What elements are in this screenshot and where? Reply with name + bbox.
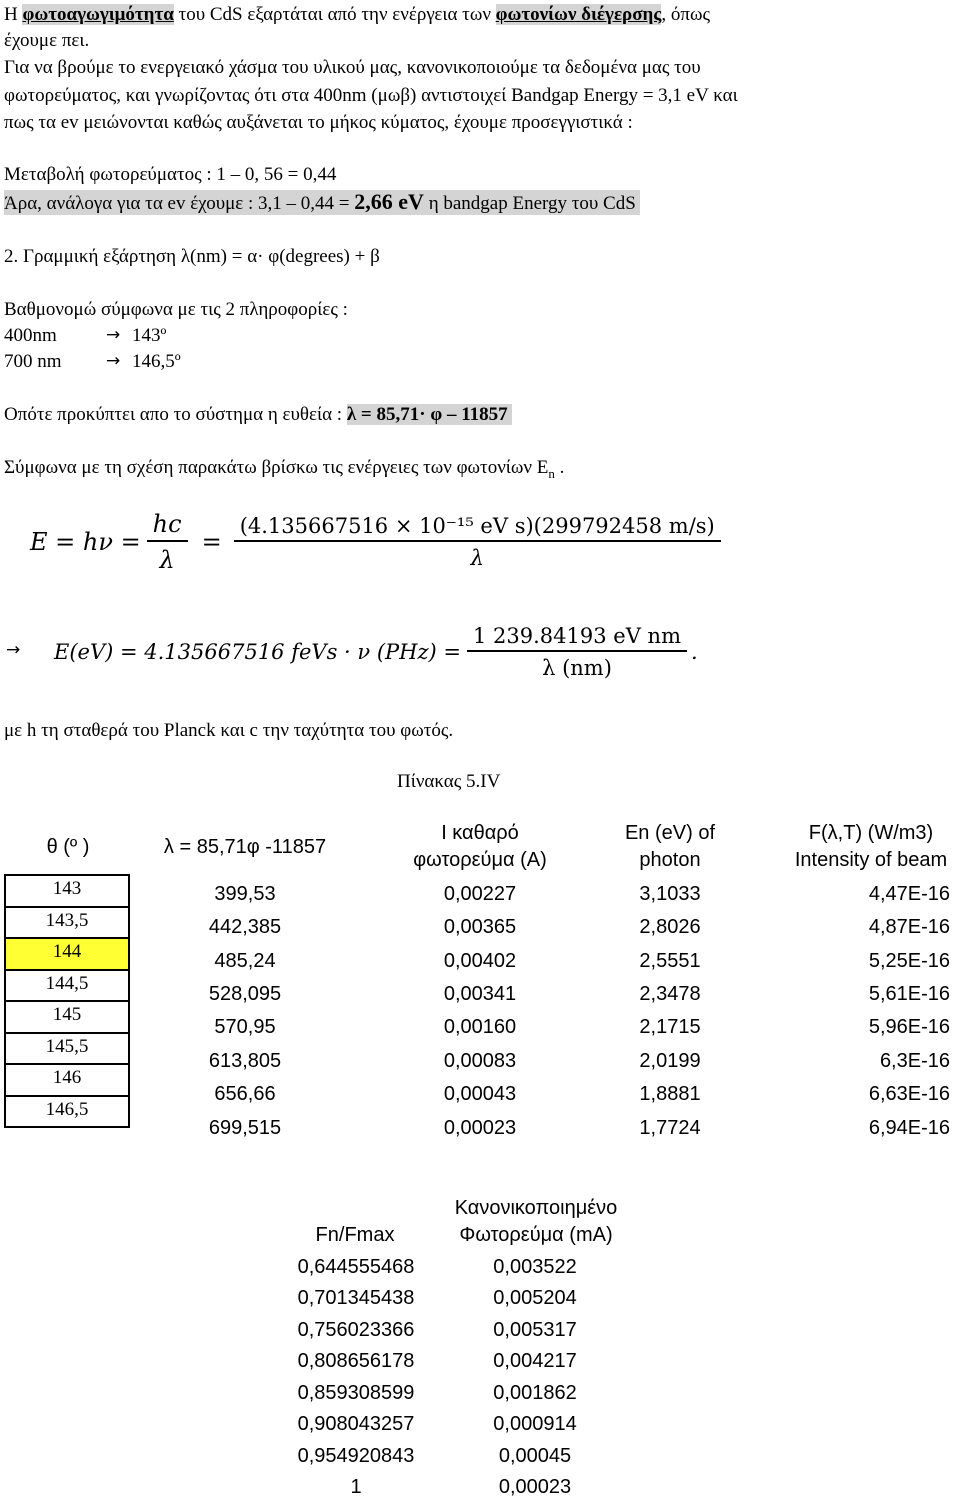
photon-energy-subscript: n — [548, 465, 555, 481]
calibration-point-2-label: 700 nm — [4, 351, 62, 372]
table-row — [5, 1064, 129, 1096]
formula-ev-lhs: E(eV) = 4.135667516 feVs · ν (PHz) = — [54, 640, 461, 664]
theta-cell: 145,5 — [5, 1033, 129, 1065]
right-arrow-icon: → — [106, 351, 121, 371]
current-cell: 0,00402 — [443, 950, 517, 972]
intro-line-1-middle: του CdS εξαρτάται από την ενέργεια των — [173, 4, 496, 25]
intensity-cell: 6,3E-16 — [879, 1050, 950, 1072]
column-header-intensity — [782, 820, 960, 874]
intro-line-5: πως τα ev μειώνονται καθώς αυξάνεται το μήκος κύματος, έχουμε προσεγγιστικά : — [4, 112, 633, 133]
theta-grid — [4, 874, 130, 1128]
calibration-point-1-value: 143º — [132, 325, 167, 346]
formula-lhs: E = hν = — [30, 528, 141, 556]
section-2-title: 2. Γραμμική εξάρτηση λ(nm) = α· φ(degrees) + β — [4, 246, 380, 267]
normalized-cell: 0,00023 — [498, 1476, 572, 1498]
linear-fit-equation: λ = 85,71· φ – 11857 — [347, 404, 512, 425]
formula-denominator: λ — [159, 546, 175, 574]
intensity-cell: 5,96E-16 — [868, 1016, 950, 1038]
ratio-cell: 0,756023366 — [297, 1319, 415, 1341]
right-arrow-icon: → — [106, 325, 121, 345]
intensity-cell: 4,47E-16 — [868, 883, 950, 905]
intensity-cell: 6,94E-16 — [868, 1117, 950, 1139]
linear-fit-line — [4, 403, 512, 426]
energy-cell: 2,1715 — [639, 1016, 701, 1038]
current-cell: 0,00083 — [443, 1050, 517, 1072]
lambda-cell: 699,515 — [208, 1117, 282, 1139]
energy-cell: 2,3478 — [639, 983, 701, 1005]
calibration-point-1-label: 400nm — [4, 325, 57, 346]
intro-line-1-start: Η — [4, 4, 23, 25]
bandgap-value: 2,66 eV — [354, 189, 424, 214]
calibration-point-2 — [4, 350, 181, 373]
formula-ev-denominator: λ (nm) — [542, 656, 612, 680]
theta-cell: 146,5 — [5, 1096, 129, 1128]
normalized-cell: 0,003522 — [493, 1256, 577, 1278]
normalized-cell: 0,001862 — [493, 1382, 577, 1404]
ratio-cell: 0,701345438 — [297, 1287, 415, 1309]
intro-line-2: έχουμε πει. — [4, 30, 90, 51]
table-caption: Πίνακας 5.IV — [397, 771, 501, 792]
column-header-energy-line-1: En (eV) of — [624, 822, 716, 844]
formula-constants-numerator: (4.135667516 × 10⁻¹⁵ eV s)(299792458 m/s) — [234, 514, 721, 542]
energy-cell: 2,8026 — [639, 916, 701, 938]
theta-cell: 143,5 — [5, 907, 129, 939]
current-cell: 0,00227 — [443, 883, 517, 905]
column-header-normalized — [420, 1195, 652, 1249]
right-arrow-icon: → — [6, 640, 21, 660]
intensity-cell: 6,63E-16 — [868, 1083, 950, 1105]
column-header-current-line-1: I καθαρό — [441, 822, 519, 844]
photon-energy-ev-formula — [54, 624, 698, 680]
intro-line-1-end: , όπως — [661, 4, 710, 25]
linear-fit-text: Οπότε προκύπτει απο το σύστημα η ευθεία : — [4, 404, 347, 425]
column-header-ratio: Fn/Fmax — [315, 1224, 395, 1246]
planck-note: με h τη σταθερά του Planck και c την ταχύτητα του φωτός. — [4, 720, 454, 741]
normalized-cell: 0,000914 — [493, 1413, 577, 1435]
photon-energy-intro — [4, 456, 564, 485]
intro-line-3: Για να βρούμε το ενεργειακό χάσμα του υλικού μας, κανονικοποιούμε τα δεδομένα μας του — [4, 57, 701, 78]
normalized-cell: 0,005204 — [493, 1287, 577, 1309]
table-row — [5, 970, 129, 1002]
calibration-point-2-value: 146,5º — [132, 351, 181, 372]
lambda-cell: 570,95 — [214, 1016, 276, 1038]
current-cell: 0,00023 — [443, 1117, 517, 1139]
formula-constants-denominator: λ — [470, 546, 484, 570]
column-header-lambda: λ = 85,71φ -11857 — [163, 836, 327, 858]
formula-fraction-hc — [147, 510, 188, 574]
theta-cell-highlighted: 144 — [5, 938, 129, 970]
current-cell: 0,00160 — [443, 1016, 517, 1038]
photocurrent-change: Μεταβολή φωτορεύματος : 1 – 0, 56 = 0,44 — [4, 164, 337, 185]
table-row — [5, 875, 129, 907]
formula-ev-fraction — [467, 624, 687, 680]
term-excitation-photons: φωτονίων διέγερσης — [495, 4, 662, 25]
normalized-cell: 0,005317 — [493, 1319, 577, 1341]
table-row — [5, 1001, 129, 1033]
table-row — [5, 938, 129, 970]
intensity-cell: 5,25E-16 — [868, 950, 950, 972]
ratio-cell: 1 — [350, 1476, 362, 1498]
photon-energy-end: . — [554, 457, 565, 478]
current-cell: 0,00365 — [443, 916, 517, 938]
lambda-cell: 656,66 — [214, 1083, 276, 1105]
current-cell: 0,00043 — [443, 1083, 517, 1105]
ratio-cell: 0,859308599 — [297, 1382, 415, 1404]
intro-line-4: φωτορεύματος, και γνωρίζοντας ότι στα 400nm (μωβ) αντιστοιχεί Bandgap Energy = 3,1 eV και — [4, 85, 738, 106]
ratio-cell: 0,644555468 — [297, 1256, 415, 1278]
ratio-cell: 0,808656178 — [297, 1350, 415, 1372]
column-header-theta: θ (º ) — [46, 836, 90, 858]
table-row — [5, 907, 129, 939]
column-header-intensity-line-1: F(λ,T) (W/m3) — [808, 822, 934, 844]
lambda-cell: 485,24 — [214, 950, 276, 972]
intensity-cell: 4,87E-16 — [868, 916, 950, 938]
column-header-intensity-line-2: Intensity of beam — [794, 849, 948, 871]
energy-cell: 2,5551 — [639, 950, 701, 972]
theta-cell: 144,5 — [5, 970, 129, 1002]
column-header-energy — [590, 820, 750, 874]
intro-line-1 — [4, 3, 710, 26]
energy-cell: 2,0199 — [639, 1050, 701, 1072]
bandgap-result-text: Άρα, ανάλογα για τα ev έχουμε : 3,1 – 0,44 = — [4, 193, 355, 214]
column-header-normalized-line-2: Φωτορεύμα (mA) — [459, 1224, 613, 1246]
formula-ev-period: . — [690, 640, 698, 664]
energy-cell: 1,7724 — [639, 1117, 701, 1139]
term-photoconductivity: φωτοαγωγιμότητα — [22, 4, 174, 25]
formula-numerator: hc — [147, 510, 188, 542]
lambda-cell: 613,805 — [208, 1050, 282, 1072]
photon-energy-formula — [30, 510, 721, 574]
calibration-point-1 — [4, 324, 167, 347]
ratio-cell: 0,908043257 — [297, 1413, 415, 1435]
calibration-intro: Βαθμονομώ σύμφωνα με τις 2 πληροφορίες : — [4, 299, 348, 320]
intensity-cell: 5,61E-16 — [868, 983, 950, 1005]
bandgap-result — [4, 190, 640, 215]
photon-energy-text: Σύμφωνα με τη σχέση παρακάτω βρίσκω τις ενέργειες των φωτονίων E — [4, 457, 549, 478]
current-cell: 0,00341 — [443, 983, 517, 1005]
column-header-current-line-2: φωτορεύμα (A) — [413, 849, 547, 871]
column-header-energy-line-2: photon — [639, 849, 701, 871]
theta-cell: 143 — [5, 875, 129, 907]
ratio-cell: 0,954920843 — [297, 1445, 415, 1467]
column-header-normalized-line-1: Κανονικοποιημένο — [454, 1197, 618, 1219]
lambda-cell: 442,385 — [208, 916, 282, 938]
theta-cell: 146 — [5, 1064, 129, 1096]
formula-equals: = — [201, 528, 222, 556]
energy-cell: 1,8881 — [639, 1083, 701, 1105]
formula-ev-numerator: 1 239.84193 eV nm — [467, 624, 687, 652]
formula-fraction-constants — [234, 514, 721, 570]
normalized-cell: 0,00045 — [498, 1445, 572, 1467]
lambda-cell: 399,53 — [214, 883, 276, 905]
lambda-cell: 528,095 — [208, 983, 282, 1005]
bandgap-result-tail: η bandgap Energy του CdS — [423, 193, 636, 214]
theta-cell: 145 — [5, 1001, 129, 1033]
table-row — [5, 1096, 129, 1128]
table-row — [5, 1033, 129, 1065]
normalized-cell: 0,004217 — [493, 1350, 577, 1372]
column-header-current — [370, 820, 590, 874]
energy-cell: 3,1033 — [639, 883, 701, 905]
